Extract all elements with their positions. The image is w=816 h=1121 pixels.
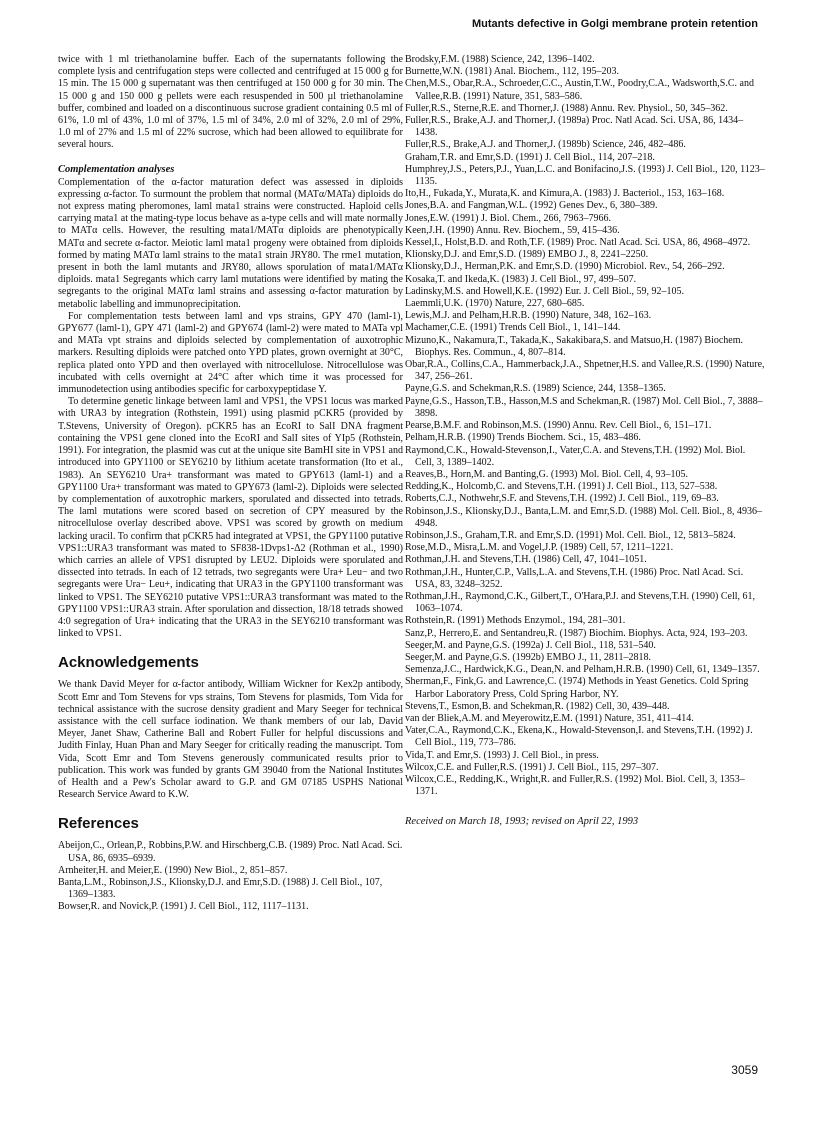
right-column	[405, 54, 765, 827]
acknowledgements-heading: Acknowledgements	[58, 654, 199, 672]
reference-item: Graham,T.R. and Emr,S.D. (1991) J. Cell Biol., 114, 207–218.	[405, 151, 655, 163]
reference-item: Pelham,H.R.B. (1990) Trends Biochem. Sci., 15, 483–486.	[405, 432, 641, 444]
reference-item: Bowser,R. and Novick,P. (1991) J. Cell Biol., 112, 1117–1131.	[58, 901, 309, 913]
reference-item: Seeger,M. and Payne,G.S. (1992a) J. Cell Biol., 118, 531–540.	[405, 639, 656, 651]
reference-item: Machamer,C.E. (1991) Trends Cell Biol., 1, 141–144.	[405, 322, 621, 334]
reference-item: Roberts,C.J., Nothwehr,S.F. and Stevens,T.H. (1992) J. Cell Biol., 119, 69–83.	[405, 493, 719, 505]
reference-item: Robinson,J.S., Klionsky,D.J., Banta,L.M. and Emr,S.D. (1988) Mol. Cell. Biol., 8, 4936–4948.	[405, 505, 763, 529]
complementation-paragraph-1: Complementation of the α-factor maturation defect was assessed in diploids expressing α-factor. To surmount the problem that normal (MATα/MATa) diploids do not express mating pheromones, laml mata1 strains were constructed. Haploid cells carrying mata1 at the mating-type locus behave as a-type cells and will mate normally to MATα cells. However, the resulting mata1/MATα diploids are phenotypically MATα and secrete α-factor. Meiotic laml mata1 progeny were obtained from diploids formed by mating MATα laml strains to the mata1 strain JRY80. The rme1 mutation, present in both the laml mutants and JRY80, allows sporulation of mata1/MATα diploids. mata1 Segregants which carry laml mutations were identified by mating the segregants to the original MATα laml strains and assessing α-factor maturation by metabolic labelling and immunoprecipitation.	[58, 176, 403, 310]
reference-item: Sherman,F., Fink,G. and Lawrence,C. (1974) Methods in Yeast Genetics. Cold Spring Harbor Laboratory Press, Cold Spring Harbor, NY.	[405, 676, 749, 700]
reference-item: Wilcox,C.E., Redding,K., Wright,R. and Fuller,R.S. (1992) Mol. Biol. Cell, 3, 1353–1371.	[405, 773, 745, 798]
reference-item: Ito,H., Fukada,Y., Murata,K. and Kimura,A. (1983) J. Bacteriol., 153, 163–168.	[405, 188, 725, 200]
reference-item: Laemmli,U.K. (1970) Nature, 227, 680–685.	[405, 298, 585, 310]
reference-item: Obar,R.A., Collins,C.A., Hammerback,J.A., Shpetner,H.S. and Vallee,R.S. (1990) Nature, 347, 256–261.	[405, 359, 765, 383]
reference-item: Ladinsky,M.S. and Howell,K.E. (1992) Eur. J. Cell Biol., 59, 92–105.	[405, 285, 685, 297]
reference-item: Vater,C.A., Raymond,C.K., Ekena,K., Howald-Stevenson,I. and Stevens,T.H. (1992) J. Cell Biol., 119, 773–786.	[405, 725, 753, 749]
reference-item: Raymond,C.K., Howald-Stevenson,I., Vater,C.A. and Stevens,T.H. (1992) Mol. Biol. Cell, 3, 1389–1402.	[405, 444, 746, 468]
reference-item: van der Bliek,A.M. and Meyerowitz,E.M. (1991) Nature, 351, 411–414.	[405, 712, 694, 724]
complementation-heading: Complementation analyses	[58, 163, 175, 175]
reference-item: Payne,G.S., Hasson,T.B., Hasson,M.S and Schekman,R. (1987) Mol. Cell Biol., 7, 3888–3898.	[405, 395, 763, 419]
reference-item: Chen,M.S., Obar,R.A., Schroeder,C.C., Austin,T.W., Poodry,C.A., Wadsworth,S.C. and Vallee,R.B. (1991) Nature, 351, 583–586.	[405, 78, 754, 102]
reference-item: Reaves,B., Horn,M. and Banting,G. (1993) Mol. Biol. Cell, 4, 93–105.	[405, 468, 689, 480]
reference-item: Burnette,W.N. (1981) Anal. Biochem., 112, 195–203.	[405, 66, 619, 78]
reference-item: Semenza,J.C., Hardwick,K.G., Dean,N. and Pelham,H.R.B. (1990) Cell, 61, 1349–1357.	[405, 664, 760, 676]
received-date: Received on March 18, 1993; revised on April 22, 1993	[405, 816, 639, 828]
reference-item: Kosaka,T. and Ikeda,K. (1983) J. Cell Biol., 97, 499–507.	[405, 273, 637, 285]
reference-item: Keen,J.H. (1990) Annu. Rev. Biochem., 59, 415–436.	[405, 224, 620, 236]
methods-paragraph: twice with 1 ml triethanolamine buffer. Each of the supernatants following the complete lysis and centrifugation steps were collected and centrifuged at 15 000 g for 15 min. The 15 000 g supernatant was then centrifuged at 150 000 g for 30 min. The 15 000 g and 150 000 g pellets were each resuspended in 500 µl triethanolamine buffer, combined and loaded on a discontinuous sucrose gradient containing 0.5 ml of 61%, 1.0 ml of 43%, 1.0 ml of 37%, 1.5 ml of 34%, 2.0 ml of 32%, 2.0 ml of 29%, 1.0 ml of 27% and 1.5 ml of 22% sucrose, which had been allowed to equilibrate for several hours.	[58, 54, 403, 151]
reference-item: Kessel,I., Holst,B.D. and Roth,T.F. (1989) Proc. Natl Acad. Sci. USA, 86, 4968–4972.	[405, 237, 751, 249]
complementation-paragraph-2: For complementation tests between laml and vps strains, GPY 470 (laml-1), GPY677 (laml-1), GPY 471 (laml-2) and GPY674 (laml-2) were mated to MATa vpl and MATa vpt strains and diploids selected by complementation of auxotrophic markers. Resulting diploids were patched onto YPD plates, grown overnight at 30°C, replica plated onto YPD and then overlayed with nitrocellulose. Nitrocellulose was incubated with cells overnight at 24°C after which time it was processed for immunodetection using antibodies specific for carboxypeptidase Y.	[58, 310, 403, 396]
right-reference-list	[405, 54, 765, 798]
reference-item: Rothman,J.H., Hunter,C.P., Valls,L.A. and Stevens,T.H. (1986) Proc. Natl Acad. Sci. USA, 83, 3248–3252.	[405, 566, 744, 590]
reference-item: Seeger,M. and Payne,G.S. (1992b) EMBO J., 11, 2811–2818.	[405, 651, 652, 663]
running-header: Mutants defective in Golgi membrane protein retention	[471, 18, 758, 30]
reference-item: Rose,M.D., Misra,L.M. and Vogel,J.P. (1989) Cell, 57, 1211–1221.	[405, 542, 674, 554]
reference-item: Jones,E.W. (1991) J. Biol. Chem., 266, 7963–7966.	[405, 212, 612, 224]
reference-item: Fuller,R.S., Brake,A.J. and Thorner,J. (1989b) Science, 246, 482–486.	[405, 139, 686, 151]
reference-item: Pearse,B.M.F. and Robinson,M.S. (1990) Annu. Rev. Cell Biol., 6, 151–171.	[405, 420, 712, 432]
reference-item: Jones,B.A. and Fangman,W.L. (1992) Genes Dev., 6, 380–389.	[405, 200, 658, 212]
left-reference-list	[58, 840, 403, 913]
reference-item: Rothman,J.H., Raymond,C.K., Gilbert,T., O'Hara,P.J. and Stevens,T.H. (1990) Cell, 61, 1063–1074.	[405, 590, 756, 615]
reference-item: Humphrey,J.S., Peters,P.J., Yuan,L.C. and Bonifacino,J.S. (1993) J. Cell Biol., 120, 1123–1135.	[405, 163, 765, 188]
reference-item: Klionsky,D.J. and Emr,S.D. (1989) EMBO J., 8, 2241–2250.	[405, 249, 649, 261]
complementation-paragraph-3: To determine genetic linkage between laml and VPS1, the VPS1 locus was marked with URA3 by integration (Rothstein, 1991) using plasmid pCKR5 (provided by T.Stevens, University of Oregon). pCKR5 has an EcoRI to SalI DNA fragment containing the VPS1 gene cloned into the EcoRI and SalI sites of YIp5 (Rothstein, 1991). For integration, the plasmid was cut at the unique site BamHI site in VPS1 and introduced into GPY1100 or SEY6210 by lithium acetate transformation (Ito et al., 1983). An SEY6210 Ura+ transformant was mated to GPY613 (laml-1) and a GPY1100 Ura+ transformant was mated to GPY673 (laml-2). Diploids were selected by complementation of auxotrophic markers, sporulated and dissected into tetrads. The laml mutations were scored based on secretion of CPY measured by the nitrocellulose overlay described above. VPS1 was scored by growth on medium lacking uracil. To confirm that pCKR5 had integrated at VPS1, the GPY1100 putative VPS1::URA3 transformant was mated to SF838-1Dvps1-Δ2 (Rothman et al., 1990) which carries an allele of VPS1 disrupted by LEU2. Diploids were sporulated and dissected into tetrads. In each of 12 tetrads, two segregants were Ura+ Leu− and two segregants were Ura− Leu+, indicating that URA3 in the GPY1100 transformant was linked to VPS1. The SEY6210 putative VPS1::URA3 transformant was mated to the GPY1100 VPS1::URA3 strain. After sporulation and dissection, 18/18 tetrads showed 4:0 segregation of Ura+ indicating that the URA3 in the SEY6210 transformant was linked to VPS1.	[58, 396, 403, 640]
reference-item: Arnheiter,H. and Meier,E. (1990) New Biol., 2, 851–857.	[58, 864, 288, 876]
reference-item: Lewis,M.J. and Pelham,H.R.B. (1990) Nature, 348, 162–163.	[405, 310, 652, 322]
references-heading: References	[58, 815, 139, 833]
reference-item: Abeijon,C., Orlean,P., Robbins,P.W. and Hirschberg,C.B. (1989) Proc. Natl Acad. Sci. USA, 86, 6935–6939.	[58, 840, 403, 864]
page-number: 3059	[731, 1063, 758, 1077]
reference-item: Fuller,R.S., Sterne,R.E. and Thorner,J. (1988) Annu. Rev. Physiol., 50, 345–362.	[405, 102, 728, 114]
reference-item: Rothman,J.H. and Stevens,T.H. (1986) Cell, 47, 1041–1051.	[405, 554, 647, 566]
left-column	[58, 54, 403, 914]
reference-item: Fuller,R.S., Brake,A.J. and Thorner,J. (1989a) Proc. Natl Acad. Sci. USA, 86, 1434–1438.	[405, 115, 744, 139]
reference-item: Banta,L.M., Robinson,J.S., Klionsky,D.J. and Emr,S.D. (1988) J. Cell Biol., 107, 1369–1383.	[58, 876, 383, 901]
reference-item: Vida,T. and Emr,S. (1993) J. Cell Biol., in press.	[405, 749, 599, 761]
reference-item: Wilcox,C.E. and Fuller,R.S. (1991) J. Cell Biol., 115, 297–307.	[405, 761, 659, 773]
reference-item: Mizuno,K., Nakamura,T., Takada,K., Sakakibara,S. and Matsuo,H. (1987) Biochem. Biophys. Res. Commun., 4, 807–814.	[405, 334, 744, 358]
reference-item: Robinson,J.S., Graham,T.R. and Emr,S.D. (1991) Mol. Cell. Biol., 12, 5813–5824.	[405, 529, 736, 541]
reference-item: Stevens,T., Esmon,B. and Schekman,R. (1982) Cell, 30, 439–448.	[405, 700, 670, 712]
reference-item: Payne,G.S. and Schekman,R.S. (1989) Science, 244, 1358–1365.	[405, 383, 666, 395]
reference-item: Sanz,P., Herrero,E. and Sentandreu,R. (1987) Biochim. Biophys. Acta, 924, 193–203.	[405, 627, 748, 639]
reference-item: Brodsky,F.M. (1988) Science, 242, 1396–1402.	[405, 54, 595, 65]
reference-item: Klionsky,D.J., Herman,P.K. and Emr,S.D. (1990) Microbiol. Rev., 54, 266–292.	[405, 261, 725, 273]
reference-item: Rothstein,R. (1991) Methods Enzymol., 194, 281–301.	[405, 615, 626, 627]
acknowledgements-text: We thank David Meyer for α-factor antibody, William Wickner for Kex2p antibody, Scott Emr and Tom Stevens for vps strains, Tom Stevens for plasmids, Tom Vida for technical assistance with the sucrose density gradient and Mary Seeger for technical assistance with the cell surface iodination. We thank members of our lab, David Meyer, Janet Shaw, Catherine Ball and Robert Fuller for helpful discussions and Judith Finlay, Huan Phan and Mary Seeger for critically reading the manuscript. Tom Vida, Scott Emr and Tom Stevens generously communicated results prior to publication. This work was funded by grants GM 39040 from the National Institutes of Health and a Pew's Scholar award to G.P. and GM 07185 USPHS National Research Service Award to K.W.	[58, 679, 403, 801]
reference-item: Redding,K., Holcomb,C. and Stevens,T.H. (1991) J. Cell Biol., 113, 527–538.	[405, 481, 718, 493]
